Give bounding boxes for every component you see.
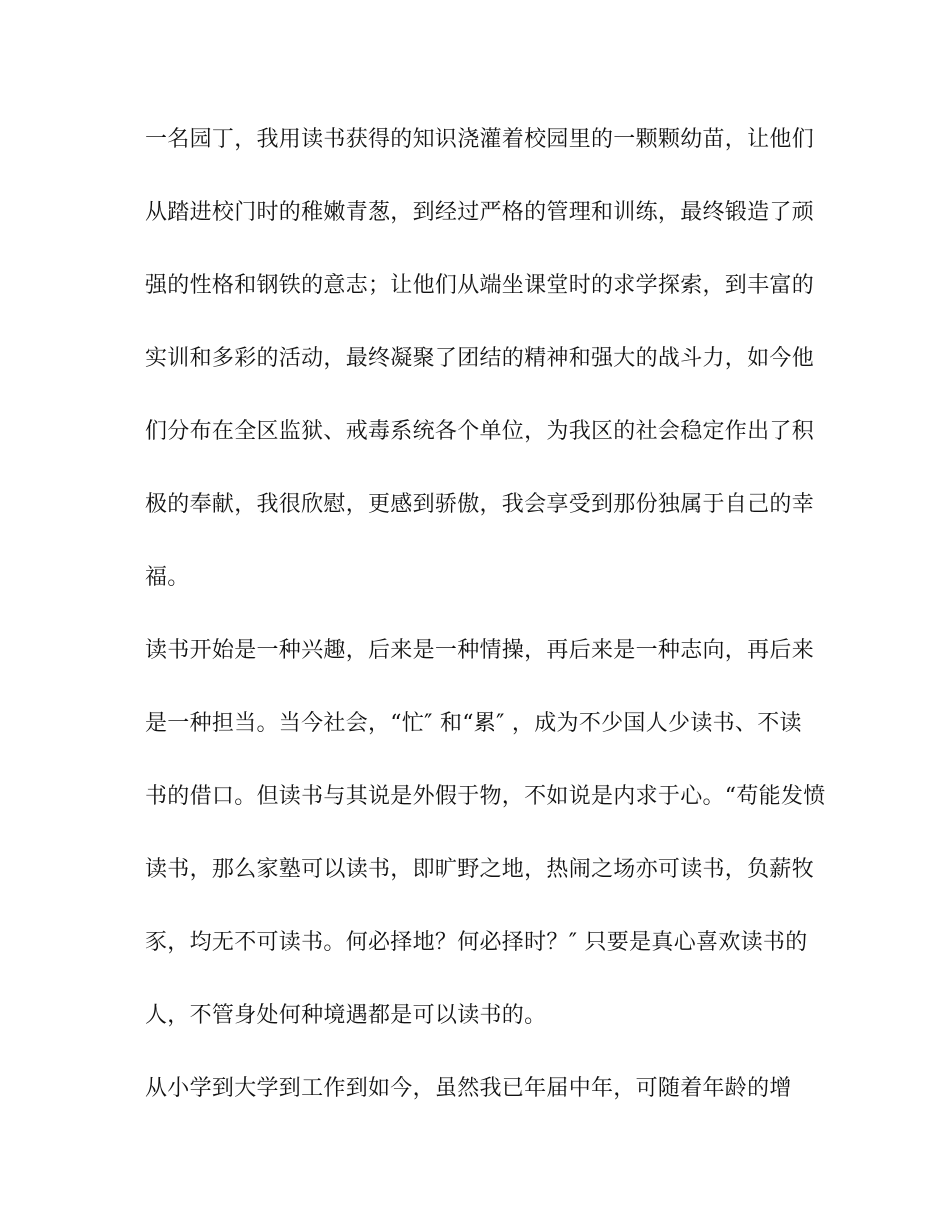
text-line-3: 强的性格和钢铁的意志；让他们从端坐课堂时的求学探索，到丰富的 (145, 273, 815, 298)
text-line-11: 读书，那么家塾可以读书，即旷野之地，热闹之场亦可读书，负薪牧 (145, 857, 815, 882)
text-line-1: 一名园丁，我用读书获得的知识浇灌着校园里的一颗颗幼苗，让他们 (145, 127, 815, 152)
text-line-6: 极的奉献，我很欣慰，更感到骄傲，我会享受到那份独属于自己的幸 (145, 492, 815, 517)
text-line-14: 从小学到大学到工作到如今，虽然我已年届中年，可随着年龄的增 (145, 1076, 792, 1101)
text-line-8: 读书开始是一种兴趣，后来是一种情操，再后来是一种志向，再后来 (145, 638, 815, 663)
text-line-5: 们分布在全区监狱、戒毒系统各个单位，为我区的社会稳定作出了积 (145, 419, 815, 444)
text-line-9: 是一种担当。当今社会，“忙″ 和“累″ ，成为不少国人少读书、不读 (145, 711, 802, 736)
text-line-7: 福。 (145, 565, 190, 590)
text-line-4: 实训和多彩的活动，最终凝聚了团结的精神和强大的战斗力，如今他 (145, 346, 815, 371)
text-line-12: 豕，均无不可读书。何必择地？何必择时？″ 只要是真心喜欢读书的 (145, 930, 808, 955)
text-line-10: 书的借口。但读书与其说是外假于物，不如说是内求于心。“苟能发愤 (145, 784, 826, 809)
text-line-2: 从踏进校门时的稚嫩青葱，到经过严格的管理和训练，最终锻造了顽 (145, 200, 815, 225)
text-line-13: 人，不管身处何种境遇都是可以读书的。 (145, 1003, 547, 1028)
